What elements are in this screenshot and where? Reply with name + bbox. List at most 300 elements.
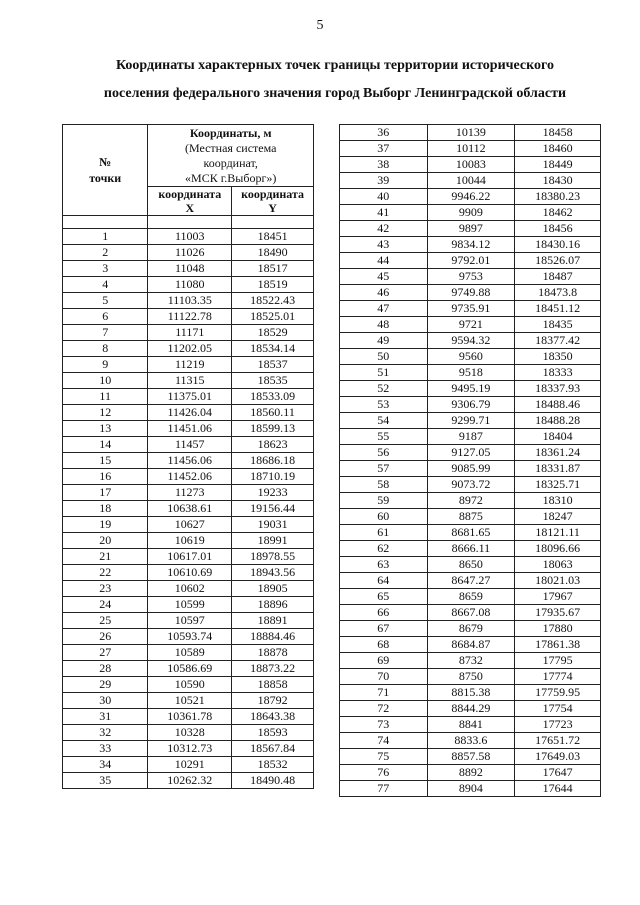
point-number-cell: 77 bbox=[340, 781, 428, 797]
point-number-cell: 66 bbox=[340, 605, 428, 621]
table-row bbox=[63, 693, 314, 709]
document-title bbox=[70, 52, 600, 108]
point-number-cell: 14 bbox=[63, 437, 148, 453]
coord-x-cell: 11426.04 bbox=[148, 405, 232, 421]
table-row bbox=[340, 653, 601, 669]
point-number-cell: 27 bbox=[63, 645, 148, 661]
coord-y-cell: 18449 bbox=[515, 157, 601, 173]
coord-y-cell: 18325.71 bbox=[515, 477, 601, 493]
coord-y-cell: 18522.43 bbox=[232, 293, 314, 309]
coord-x-cell: 11080 bbox=[148, 277, 232, 293]
coord-x-cell: 11457 bbox=[148, 437, 232, 453]
point-number-cell: 50 bbox=[340, 349, 428, 365]
coord-y-cell: 17935.67 bbox=[515, 605, 601, 621]
table-row bbox=[340, 509, 601, 525]
coord-y-cell: 17723 bbox=[515, 717, 601, 733]
coord-x-cell: 10312.73 bbox=[148, 741, 232, 757]
coord-x-cell: 9518 bbox=[427, 365, 515, 381]
coord-x-cell: 9834.12 bbox=[427, 237, 515, 253]
coord-y-cell: 17647 bbox=[515, 765, 601, 781]
coord-y-cell: 18380.23 bbox=[515, 189, 601, 205]
coord-x-cell: 8857.58 bbox=[427, 749, 515, 765]
point-number-cell: 37 bbox=[340, 141, 428, 157]
table-row bbox=[340, 125, 601, 141]
point-number-cell: 47 bbox=[340, 301, 428, 317]
point-number-cell: 7 bbox=[63, 325, 148, 341]
point-number-cell: 3 bbox=[63, 261, 148, 277]
coord-y-cell: 18096.66 bbox=[515, 541, 601, 557]
point-number-cell: 20 bbox=[63, 533, 148, 549]
header-coord-y bbox=[232, 187, 314, 216]
point-number-cell: 36 bbox=[340, 125, 428, 141]
table-row bbox=[340, 461, 601, 477]
table-row bbox=[340, 269, 601, 285]
point-number-cell: 43 bbox=[340, 237, 428, 253]
spacer-cell bbox=[148, 216, 232, 229]
coord-y-cell: 18462 bbox=[515, 205, 601, 221]
table-row bbox=[63, 597, 314, 613]
coord-y-cell: 17861.38 bbox=[515, 637, 601, 653]
table-row bbox=[340, 493, 601, 509]
coord-y-cell: 18404 bbox=[515, 429, 601, 445]
table-row bbox=[63, 405, 314, 421]
point-number-cell: 69 bbox=[340, 653, 428, 669]
coord-x-cell: 8684.87 bbox=[427, 637, 515, 653]
coord-y-cell: 17774 bbox=[515, 669, 601, 685]
table-row bbox=[340, 749, 601, 765]
coord-x-cell: 9560 bbox=[427, 349, 515, 365]
coord-x-cell: 9299.71 bbox=[427, 413, 515, 429]
coord-y-cell: 18525.01 bbox=[232, 309, 314, 325]
coord-y-cell: 18488.46 bbox=[515, 397, 601, 413]
table-row bbox=[340, 701, 601, 717]
table-row bbox=[340, 557, 601, 573]
coord-y-cell: 18623 bbox=[232, 437, 314, 453]
table-row bbox=[340, 669, 601, 685]
coord-y-cell: 17651.72 bbox=[515, 733, 601, 749]
coord-x-cell: 11171 bbox=[148, 325, 232, 341]
table-row bbox=[340, 349, 601, 365]
table-row bbox=[340, 221, 601, 237]
table-row bbox=[63, 229, 314, 245]
coord-x-cell: 10597 bbox=[148, 613, 232, 629]
header-y-letter: Y bbox=[268, 201, 277, 215]
table-row bbox=[63, 373, 314, 389]
title-line-1: Координаты характерных точек границы территории исторического bbox=[115, 58, 555, 73]
point-number-cell: 25 bbox=[63, 613, 148, 629]
point-number-cell: 68 bbox=[340, 637, 428, 653]
table-row bbox=[63, 581, 314, 597]
table-row bbox=[63, 613, 314, 629]
table-row bbox=[340, 541, 601, 557]
header-num-symbol: № bbox=[99, 155, 112, 169]
table-row bbox=[63, 725, 314, 741]
table-row bbox=[63, 645, 314, 661]
table-row bbox=[340, 237, 601, 253]
coord-x-cell: 8972 bbox=[427, 493, 515, 509]
coord-y-cell: 18430 bbox=[515, 173, 601, 189]
point-number-cell: 73 bbox=[340, 717, 428, 733]
table-row bbox=[63, 629, 314, 645]
table-row bbox=[63, 741, 314, 757]
point-number-cell: 70 bbox=[340, 669, 428, 685]
table-row bbox=[340, 525, 601, 541]
table-row bbox=[340, 477, 601, 493]
point-number-cell: 62 bbox=[340, 541, 428, 557]
point-number-cell: 67 bbox=[340, 621, 428, 637]
coord-x-cell: 8659 bbox=[427, 589, 515, 605]
coord-x-cell: 8647.27 bbox=[427, 573, 515, 589]
point-number-cell: 41 bbox=[340, 205, 428, 221]
point-number-cell: 4 bbox=[63, 277, 148, 293]
coord-y-cell: 17967 bbox=[515, 589, 601, 605]
point-number-cell: 42 bbox=[340, 221, 428, 237]
table-row bbox=[63, 469, 314, 485]
coord-x-cell: 11315 bbox=[148, 373, 232, 389]
table-row bbox=[63, 709, 314, 725]
coord-x-cell: 10044 bbox=[427, 173, 515, 189]
point-number-cell: 44 bbox=[340, 253, 428, 269]
coord-y-cell: 18517 bbox=[232, 261, 314, 277]
coord-y-cell: 18792 bbox=[232, 693, 314, 709]
coord-x-cell: 10593.74 bbox=[148, 629, 232, 645]
coord-y-cell: 18884.46 bbox=[232, 629, 314, 645]
table-row bbox=[340, 429, 601, 445]
coord-y-cell: 18021.03 bbox=[515, 573, 601, 589]
coord-y-cell: 18537 bbox=[232, 357, 314, 373]
point-number-cell: 58 bbox=[340, 477, 428, 493]
table-row bbox=[63, 453, 314, 469]
point-number-cell: 26 bbox=[63, 629, 148, 645]
point-number-cell: 23 bbox=[63, 581, 148, 597]
coord-y-cell: 18490.48 bbox=[232, 773, 314, 789]
point-number-cell: 11 bbox=[63, 389, 148, 405]
coord-y-cell: 18710.19 bbox=[232, 469, 314, 485]
header-x-label: координата bbox=[158, 187, 222, 201]
point-number-cell: 28 bbox=[63, 661, 148, 677]
table-row bbox=[340, 685, 601, 701]
table-row bbox=[340, 301, 601, 317]
coord-y-cell: 18361.24 bbox=[515, 445, 601, 461]
coord-x-cell: 10262.32 bbox=[148, 773, 232, 789]
spacer-cell bbox=[232, 216, 314, 229]
header-x-letter: X bbox=[185, 201, 195, 215]
coord-y-cell: 18905 bbox=[232, 581, 314, 597]
table-row bbox=[340, 253, 601, 269]
table-row bbox=[340, 285, 601, 301]
coord-y-cell: 18526.07 bbox=[515, 253, 601, 269]
header-coord-x bbox=[148, 187, 232, 216]
point-number-cell: 75 bbox=[340, 749, 428, 765]
point-number-cell: 40 bbox=[340, 189, 428, 205]
coord-y-cell: 19233 bbox=[232, 485, 314, 501]
point-number-cell: 60 bbox=[340, 509, 428, 525]
table-row bbox=[340, 141, 601, 157]
table-row bbox=[340, 445, 601, 461]
table-row bbox=[63, 421, 314, 437]
table-row bbox=[63, 437, 314, 453]
table-row bbox=[63, 757, 314, 773]
coord-y-cell: 19156.44 bbox=[232, 501, 314, 517]
coord-x-cell: 10328 bbox=[148, 725, 232, 741]
coord-x-cell: 9897 bbox=[427, 221, 515, 237]
coord-x-cell: 9085.99 bbox=[427, 461, 515, 477]
coord-y-cell: 18310 bbox=[515, 493, 601, 509]
table-row bbox=[340, 205, 601, 221]
coord-x-cell: 10586.69 bbox=[148, 661, 232, 677]
coord-x-cell: 11219 bbox=[148, 357, 232, 373]
coord-x-cell: 8815.38 bbox=[427, 685, 515, 701]
point-number-cell: 52 bbox=[340, 381, 428, 397]
coord-y-cell: 18593 bbox=[232, 725, 314, 741]
coord-x-cell: 8750 bbox=[427, 669, 515, 685]
point-number-cell: 38 bbox=[340, 157, 428, 173]
coord-y-cell: 18978.55 bbox=[232, 549, 314, 565]
table-row bbox=[340, 637, 601, 653]
coord-x-cell: 11026 bbox=[148, 245, 232, 261]
coord-x-cell: 9127.05 bbox=[427, 445, 515, 461]
point-number-cell: 65 bbox=[340, 589, 428, 605]
coord-y-cell: 18456 bbox=[515, 221, 601, 237]
point-number-cell: 10 bbox=[63, 373, 148, 389]
table-left-body bbox=[63, 229, 314, 789]
table-row bbox=[63, 533, 314, 549]
point-number-cell: 5 bbox=[63, 293, 148, 309]
point-number-cell: 18 bbox=[63, 501, 148, 517]
table-row bbox=[63, 325, 314, 341]
coord-y-cell: 18337.93 bbox=[515, 381, 601, 397]
coord-x-cell: 9306.79 bbox=[427, 397, 515, 413]
coord-x-cell: 11375.01 bbox=[148, 389, 232, 405]
point-number-cell: 13 bbox=[63, 421, 148, 437]
table-row bbox=[63, 293, 314, 309]
coord-x-cell: 9946.22 bbox=[427, 189, 515, 205]
coord-y-cell: 18490 bbox=[232, 245, 314, 261]
coord-x-cell: 9495.19 bbox=[427, 381, 515, 397]
table-row bbox=[340, 765, 601, 781]
point-number-cell: 54 bbox=[340, 413, 428, 429]
point-number-cell: 45 bbox=[340, 269, 428, 285]
point-number-cell: 17 bbox=[63, 485, 148, 501]
table-row bbox=[340, 573, 601, 589]
table-row bbox=[340, 365, 601, 381]
coord-x-cell: 10590 bbox=[148, 677, 232, 693]
coord-x-cell: 11452.06 bbox=[148, 469, 232, 485]
table-row bbox=[63, 341, 314, 357]
table-row bbox=[340, 381, 601, 397]
header-spacer-row bbox=[63, 216, 314, 229]
point-number-cell: 46 bbox=[340, 285, 428, 301]
point-number-cell: 51 bbox=[340, 365, 428, 381]
coord-y-cell: 18532 bbox=[232, 757, 314, 773]
coord-x-cell: 8875 bbox=[427, 509, 515, 525]
coord-y-cell: 18878 bbox=[232, 645, 314, 661]
coord-x-cell: 8732 bbox=[427, 653, 515, 669]
coord-y-cell: 18643.38 bbox=[232, 709, 314, 725]
header-coords-system-1: (Местная система bbox=[184, 141, 277, 155]
coord-y-cell: 18991 bbox=[232, 533, 314, 549]
coord-y-cell: 18451 bbox=[232, 229, 314, 245]
coord-x-cell: 10521 bbox=[148, 693, 232, 709]
coord-x-cell: 8681.65 bbox=[427, 525, 515, 541]
coord-x-cell: 8892 bbox=[427, 765, 515, 781]
point-number-cell: 15 bbox=[63, 453, 148, 469]
coord-x-cell: 10361.78 bbox=[148, 709, 232, 725]
coord-x-cell: 10619 bbox=[148, 533, 232, 549]
table-row bbox=[63, 773, 314, 789]
coord-x-cell: 10589 bbox=[148, 645, 232, 661]
coord-x-cell: 9594.32 bbox=[427, 333, 515, 349]
point-number-cell: 49 bbox=[340, 333, 428, 349]
coord-y-cell: 18519 bbox=[232, 277, 314, 293]
coord-y-cell: 17880 bbox=[515, 621, 601, 637]
table-row bbox=[63, 677, 314, 693]
coord-y-cell: 18473.8 bbox=[515, 285, 601, 301]
coord-x-cell: 11048 bbox=[148, 261, 232, 277]
coord-x-cell: 8833.6 bbox=[427, 733, 515, 749]
coord-x-cell: 11202.05 bbox=[148, 341, 232, 357]
coord-y-cell: 18529 bbox=[232, 325, 314, 341]
coord-x-cell: 10638.61 bbox=[148, 501, 232, 517]
point-number-cell: 33 bbox=[63, 741, 148, 757]
point-number-cell: 22 bbox=[63, 565, 148, 581]
header-num-label: точки bbox=[89, 171, 122, 185]
point-number-cell: 53 bbox=[340, 397, 428, 413]
point-number-cell: 57 bbox=[340, 461, 428, 477]
point-number-cell: 72 bbox=[340, 701, 428, 717]
coord-y-cell: 17795 bbox=[515, 653, 601, 669]
table-row bbox=[340, 605, 601, 621]
table-row bbox=[340, 333, 601, 349]
coord-y-cell: 18063 bbox=[515, 557, 601, 573]
coord-y-cell: 18460 bbox=[515, 141, 601, 157]
table-row bbox=[63, 661, 314, 677]
point-number-cell: 61 bbox=[340, 525, 428, 541]
point-number-cell: 35 bbox=[63, 773, 148, 789]
coord-x-cell: 8904 bbox=[427, 781, 515, 797]
point-number-cell: 64 bbox=[340, 573, 428, 589]
point-number-cell: 63 bbox=[340, 557, 428, 573]
point-number-cell: 9 bbox=[63, 357, 148, 373]
coord-x-cell: 8666.11 bbox=[427, 541, 515, 557]
coord-x-cell: 8679 bbox=[427, 621, 515, 637]
coord-y-cell: 17759.95 bbox=[515, 685, 601, 701]
header-coords-system-3: «МСК г.Выборг») bbox=[185, 171, 277, 185]
coord-y-cell: 18858 bbox=[232, 677, 314, 693]
table-row bbox=[63, 357, 314, 373]
table-row bbox=[340, 717, 601, 733]
table-row bbox=[340, 781, 601, 797]
coord-x-cell: 10617.01 bbox=[148, 549, 232, 565]
coord-x-cell: 9187 bbox=[427, 429, 515, 445]
table-row bbox=[63, 389, 314, 405]
table-row bbox=[63, 261, 314, 277]
coord-y-cell: 18535 bbox=[232, 373, 314, 389]
table-row bbox=[63, 245, 314, 261]
coord-y-cell: 18331.87 bbox=[515, 461, 601, 477]
point-number-cell: 59 bbox=[340, 493, 428, 509]
point-number-cell: 30 bbox=[63, 693, 148, 709]
table-row bbox=[340, 621, 601, 637]
point-number-cell: 74 bbox=[340, 733, 428, 749]
coord-x-cell: 11122.78 bbox=[148, 309, 232, 325]
coord-x-cell: 11103.35 bbox=[148, 293, 232, 309]
title-line-2: поселения федерального значения город Выборг Ленинградской области bbox=[103, 86, 567, 101]
coordinates-table-right bbox=[339, 124, 601, 797]
coord-y-cell: 18560.11 bbox=[232, 405, 314, 421]
coord-y-cell: 18488.28 bbox=[515, 413, 601, 429]
coord-y-cell: 18458 bbox=[515, 125, 601, 141]
header-coordinates bbox=[148, 125, 314, 187]
coord-y-cell: 18599.13 bbox=[232, 421, 314, 437]
coord-x-cell: 10112 bbox=[427, 141, 515, 157]
coord-y-cell: 18533.09 bbox=[232, 389, 314, 405]
point-number-cell: 24 bbox=[63, 597, 148, 613]
coord-y-cell: 18534.14 bbox=[232, 341, 314, 357]
table-row bbox=[63, 501, 314, 517]
header-y-label: координата bbox=[241, 187, 305, 201]
spacer-cell bbox=[63, 216, 148, 229]
table-row bbox=[63, 517, 314, 533]
point-number-cell: 39 bbox=[340, 173, 428, 189]
table-right-body bbox=[340, 125, 601, 797]
table-row bbox=[340, 733, 601, 749]
table-row bbox=[63, 309, 314, 325]
table-row bbox=[340, 317, 601, 333]
coord-y-cell: 18891 bbox=[232, 613, 314, 629]
coord-x-cell: 8667.08 bbox=[427, 605, 515, 621]
coord-x-cell: 10599 bbox=[148, 597, 232, 613]
coord-y-cell: 18567.84 bbox=[232, 741, 314, 757]
point-number-cell: 12 bbox=[63, 405, 148, 421]
table-row bbox=[340, 173, 601, 189]
coord-y-cell: 18686.18 bbox=[232, 453, 314, 469]
coord-x-cell: 10610.69 bbox=[148, 565, 232, 581]
point-number-cell: 16 bbox=[63, 469, 148, 485]
coord-y-cell: 18943.56 bbox=[232, 565, 314, 581]
coord-y-cell: 18487 bbox=[515, 269, 601, 285]
point-number-cell: 29 bbox=[63, 677, 148, 693]
coord-x-cell: 10602 bbox=[148, 581, 232, 597]
coord-x-cell: 9753 bbox=[427, 269, 515, 285]
coord-y-cell: 18350 bbox=[515, 349, 601, 365]
point-number-cell: 56 bbox=[340, 445, 428, 461]
point-number-cell: 48 bbox=[340, 317, 428, 333]
coord-x-cell: 9792.01 bbox=[427, 253, 515, 269]
coord-x-cell: 10291 bbox=[148, 757, 232, 773]
table-row bbox=[63, 485, 314, 501]
coord-y-cell: 19031 bbox=[232, 517, 314, 533]
coord-y-cell: 18247 bbox=[515, 509, 601, 525]
coord-y-cell: 17754 bbox=[515, 701, 601, 717]
table-row bbox=[340, 589, 601, 605]
coord-x-cell: 9721 bbox=[427, 317, 515, 333]
point-number-cell: 19 bbox=[63, 517, 148, 533]
coord-y-cell: 18430.16 bbox=[515, 237, 601, 253]
table-row bbox=[63, 549, 314, 565]
coord-y-cell: 18333 bbox=[515, 365, 601, 381]
table-row bbox=[340, 413, 601, 429]
coord-y-cell: 18896 bbox=[232, 597, 314, 613]
table-row bbox=[63, 565, 314, 581]
table-row bbox=[340, 397, 601, 413]
point-number-cell: 31 bbox=[63, 709, 148, 725]
coord-y-cell: 18451.12 bbox=[515, 301, 601, 317]
coord-x-cell: 9749.88 bbox=[427, 285, 515, 301]
coord-x-cell: 10627 bbox=[148, 517, 232, 533]
coord-x-cell: 11003 bbox=[148, 229, 232, 245]
header-coords-system-2: координат, bbox=[203, 156, 258, 170]
